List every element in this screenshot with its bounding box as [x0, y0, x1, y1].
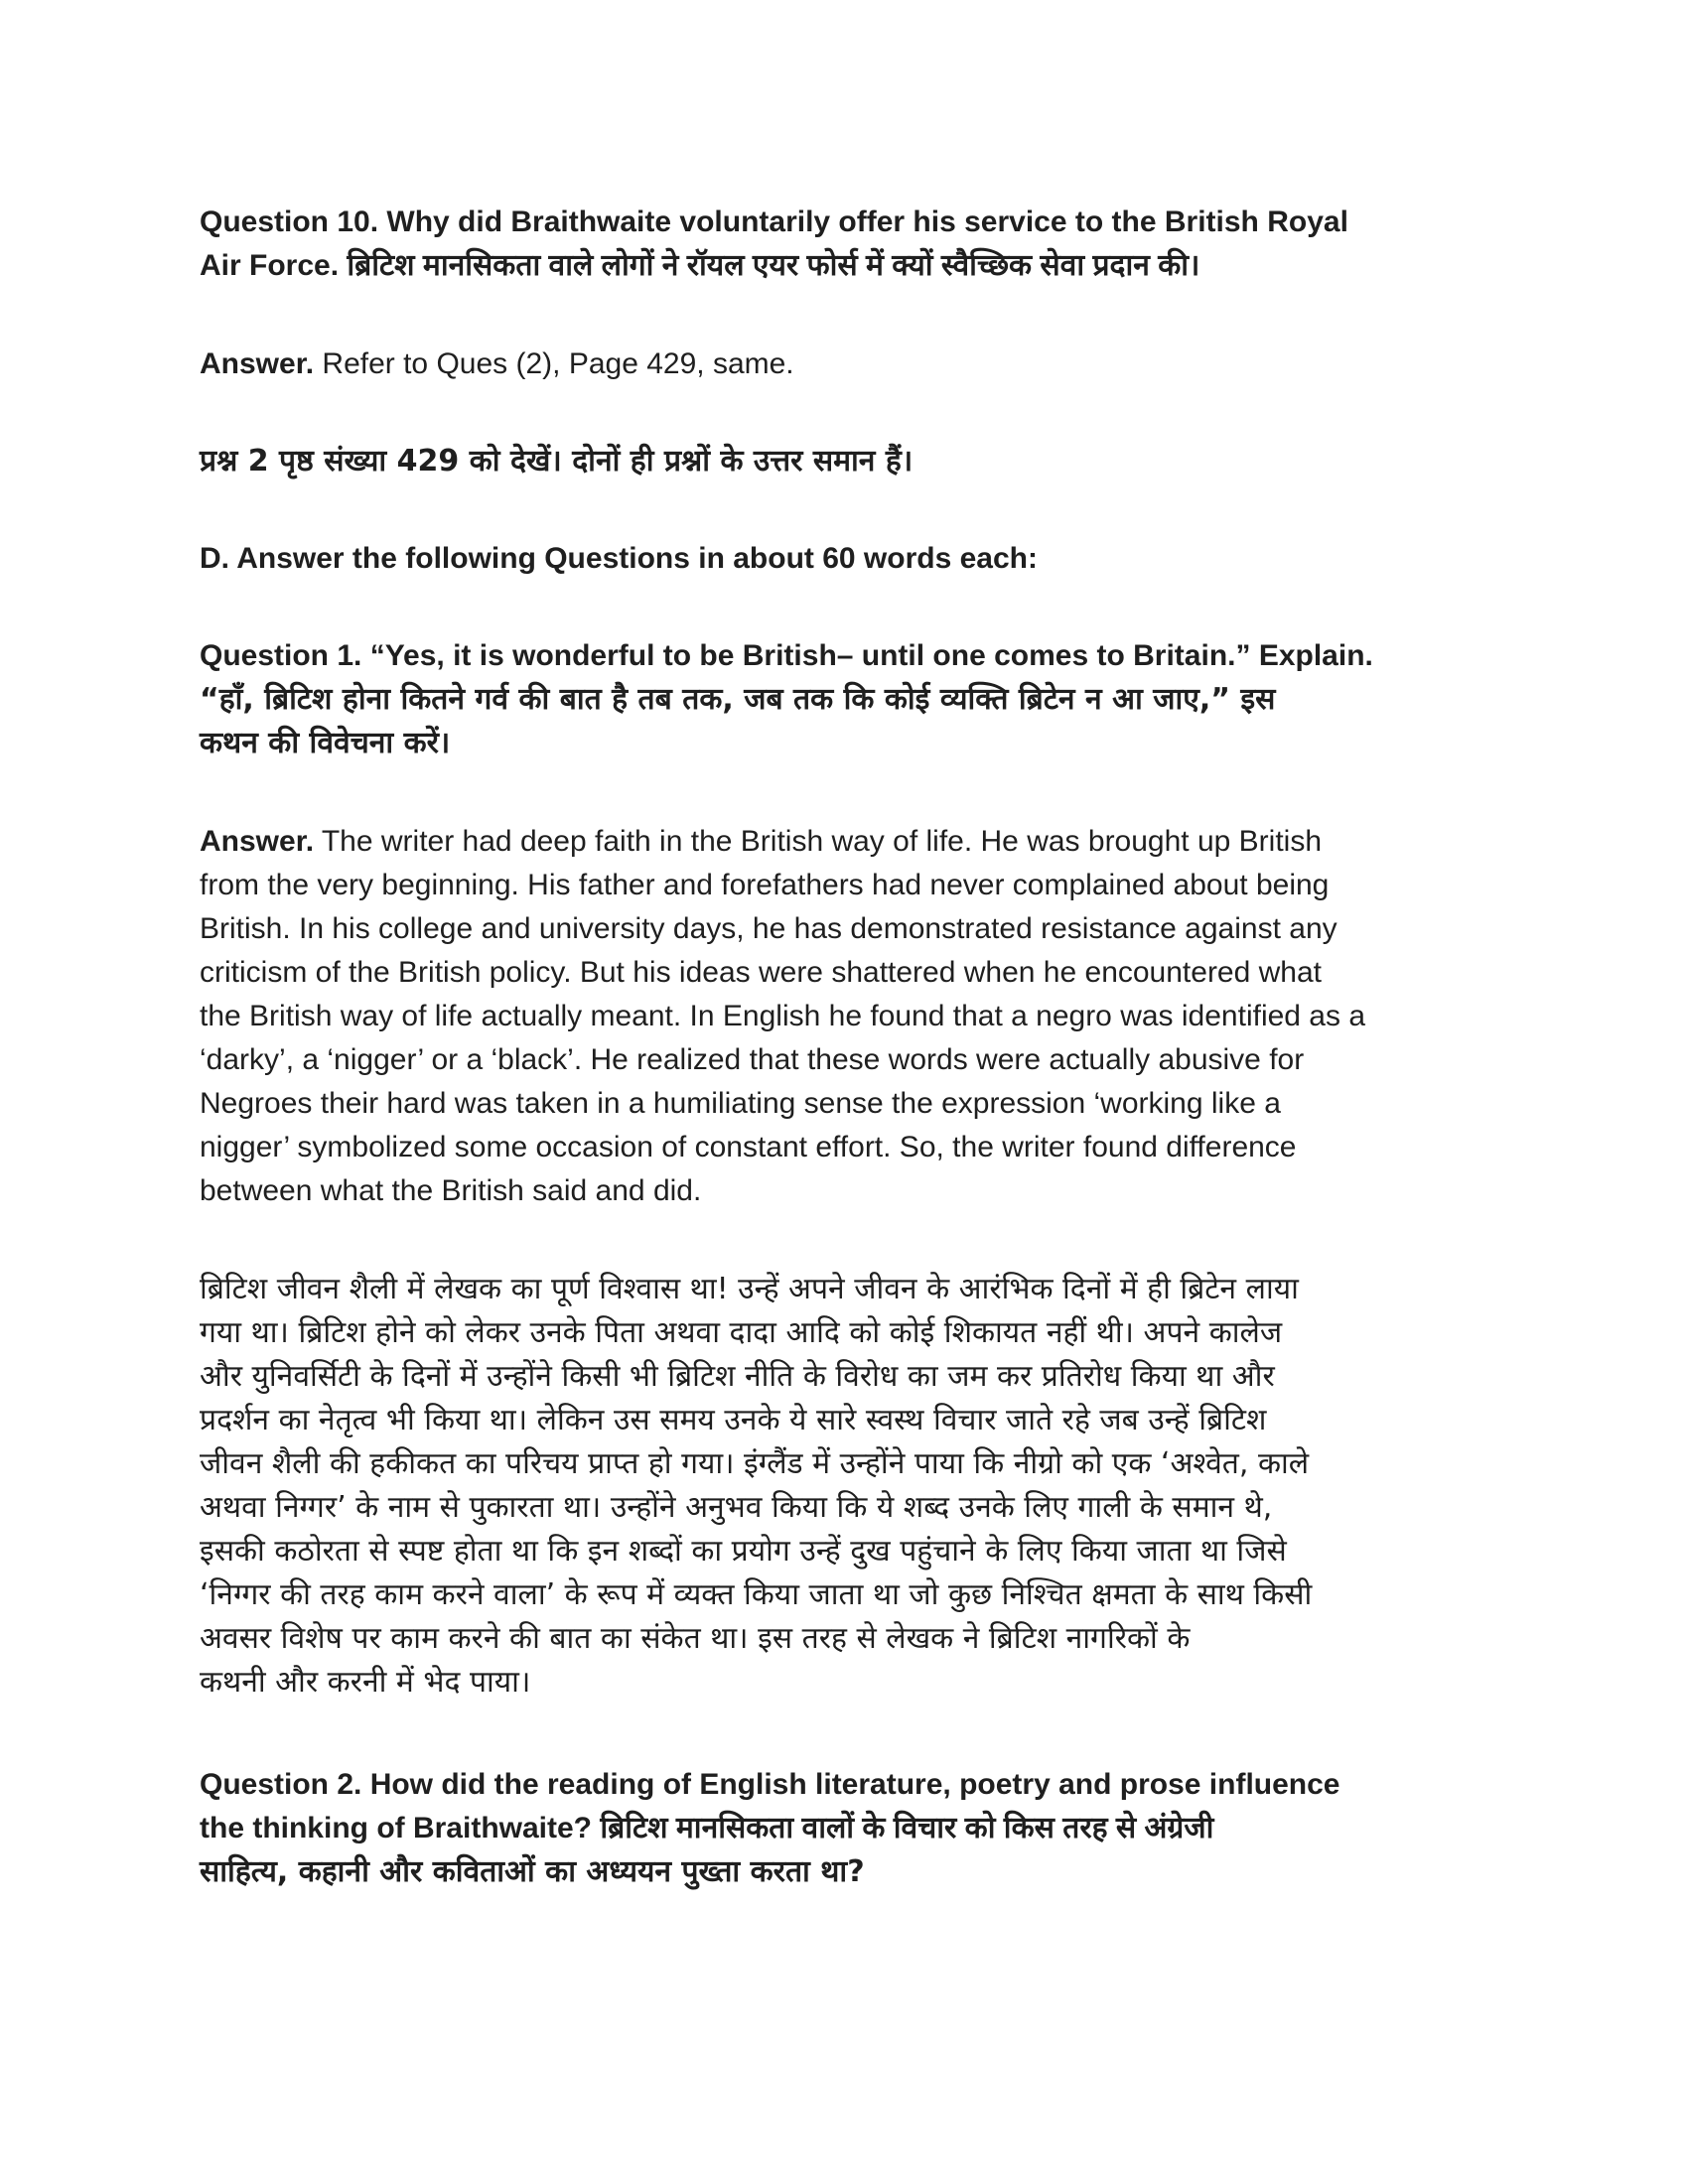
answer-1-hindi-line: जीवन शैली की हकीकत का परिचय प्राप्त हो गया। इंग्लैंड में उन्होंने पाया कि नीग्रो को एक ‘अश्वेत, काले: [200, 1446, 1310, 1481]
section-d-heading: [200, 537, 1510, 581]
answer-1-hindi-line: अवसर विशेष पर काम करने की बात का संकेत था। इस तरह से लेखक ने ब्रिटिश नागरिकों के: [200, 1621, 1191, 1656]
answer-1-line: ‘darky’, a ‘nigger’ or a ‘black’. He realized that these words were actually abusive for: [200, 1043, 1305, 1076]
question-2-line: साहित्य, कहानी और कविताओं का अध्ययन पुख्ता करता था?: [200, 1854, 865, 1889]
question-1-line: कथन की विवेचना करें।: [200, 726, 451, 760]
answer-1-hindi-line: गया था। ब्रिटिश होने को लेकर उनके पिता अथवा दादा आदि को कोई शिकायत नहीं थी। अपने कालेज: [200, 1315, 1283, 1350]
answer-1-hindi-line: ‘निग्गर की तरह काम करने वाला’ के रूप में व्यक्त किया जाता था जो कुछ निश्चित क्षमता के साथ किसी: [200, 1577, 1313, 1612]
question-10-line: Air Force. ब्रिटिश मानसिकता वाले लोगों ने रॉयल एयर फोर्स में क्यों स्वैच्छिक सेवा प्रदान की।: [200, 249, 1200, 282]
question-10-line: Question 10. Why did Braithwaite voluntarily offer his service to the British Royal: [200, 205, 1348, 238]
answer-10-hindi-line: प्रश्न 2 पृष्ठ संख्या 429 को देखें। दोनों ही प्रश्नों के उत्तर समान हैं।: [200, 444, 914, 478]
answer-10-hindi: [200, 440, 1510, 483]
answer-1-line: between what the British said and did.: [200, 1174, 702, 1207]
answer-1-line: criticism of the British policy. But his ideas were shattered when he encountered what: [200, 956, 1323, 989]
answer-1-line: nigger’ symbolized some occasion of constant effort. So, the writer found difference: [200, 1131, 1297, 1163]
answer-1-hindi-line: ब्रिटिश जीवन शैली में लेखक का पूर्ण विश्वास था! उन्हें अपने जीवन के आरंभिक दिनों में ही ब्रिटेन लाया: [200, 1272, 1299, 1306]
answer-label: Answer.: [200, 347, 315, 380]
question-1-line: Question 1. “Yes, it is wonderful to be British– until one comes to Britain.” Explain.: [200, 639, 1373, 672]
answer-1-line: The writer had deep faith in the British way of life. He was brought up British: [314, 825, 1323, 858]
question-10: [200, 201, 1510, 288]
answer-1-hindi-line: और युनिवर्सिटी के दिनों में उन्होंने किसी भी ब्रिटिश नीति के विरोध का जम कर प्रतिरोध किया था और: [200, 1359, 1275, 1394]
answer-1-line: British. In his college and university days, he has demonstrated resistance against any: [200, 912, 1337, 945]
answer-label: Answer.: [200, 825, 315, 858]
answer-1-hindi-line: इसकी कठोरता से स्पष्ट होता था कि इन शब्दों का प्रयोग उन्हें दुख पहुंचाने के लिए किया जाता था जिसे: [200, 1534, 1287, 1569]
answer-1: [200, 820, 1510, 1213]
answer-10: [200, 342, 1510, 386]
section-heading-text: D. Answer the following Questions in about 60 words each:: [200, 542, 1038, 575]
answer-1-hindi-line: प्रदर्शन का नेतृत्व भी किया था। लेकिन उस समय उनके ये सारे स्वस्थ विचार जाते रहे जब उन्हें ब्रिटिश: [200, 1403, 1267, 1437]
question-1: [200, 634, 1510, 765]
answer-10-text: Refer to Ques (2), Page 429, same.: [314, 347, 794, 380]
question-1-line: “हाँ, ब्रिटिश होना कितने गर्व की बात है तब तक, जब तक कि कोई व्यक्ति ब्रिटेन न आ जाए,” इस: [200, 682, 1276, 717]
answer-1-hindi: [200, 1268, 1510, 1705]
answer-1-line: Negroes their hard was taken in a humiliating sense the expression ‘working like a: [200, 1087, 1281, 1120]
answer-1-hindi-line: कथनी और करनी में भेद पाया।: [200, 1665, 531, 1700]
answer-1-hindi-line: अथवा निग्गर’ के नाम से पुकारता था। उन्होंने अनुभव किया कि ये शब्द उनके लिए गाली के समान थे,: [200, 1490, 1273, 1525]
answer-1-line: from the very beginning. His father and forefathers had never complained about being: [200, 869, 1330, 901]
question-2: [200, 1763, 1510, 1894]
question-2-line: Question 2. How did the reading of English literature, poetry and prose influence: [200, 1768, 1340, 1801]
question-2-line: the thinking of Braithwaite? ब्रिटिश मानसिकता वालों के विचार को किस तरह से अंग्रेजी: [200, 1812, 1214, 1844]
answer-1-line: the British way of life actually meant. In English he found that a negro was identified as a: [200, 1000, 1366, 1032]
